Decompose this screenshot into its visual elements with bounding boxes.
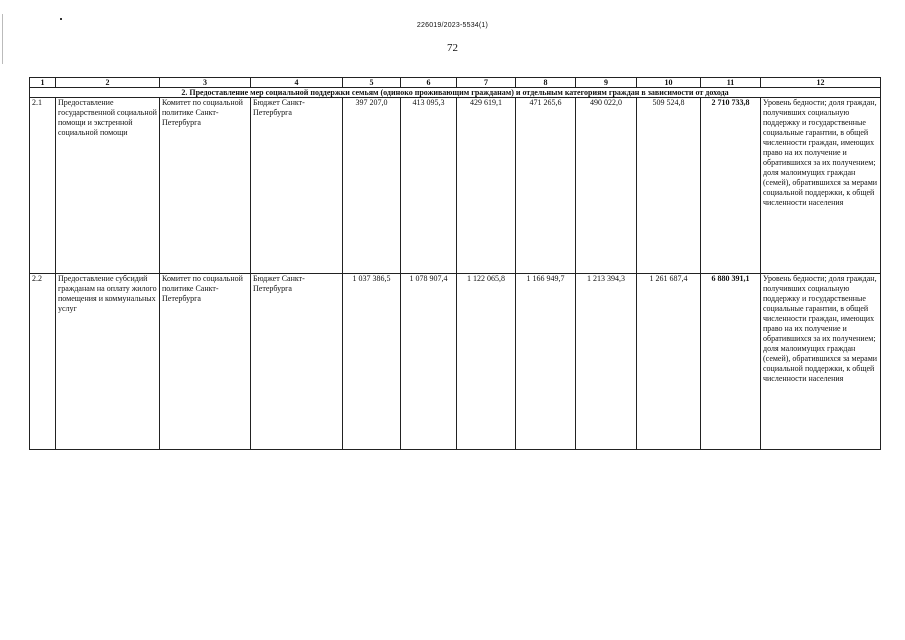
column-header: 11 bbox=[701, 78, 761, 88]
section-row bbox=[30, 88, 881, 98]
scan-speck bbox=[60, 18, 62, 20]
column-header: 10 bbox=[637, 78, 701, 88]
table-row bbox=[30, 98, 881, 274]
activity-name: Предоставление субсидий гражданам на оплату жилого помещения и коммунальных услуг bbox=[56, 274, 160, 450]
funding-source: Бюджет Санкт-Петербурга bbox=[251, 274, 343, 450]
column-header: 12 bbox=[761, 78, 881, 88]
indicator-text: Уровень бедности; доля граждан, получивших социальную поддержку и государственные социальные гарантии, в общей численности граждан, имеющих право на их получение и обратившихся за их получением; доля малоимущих граждан (семей), обратившихся за мерами социальной поддержки, к общей численности населения bbox=[761, 98, 881, 274]
row-number: 2.2 bbox=[30, 274, 56, 450]
column-header: 6 bbox=[401, 78, 457, 88]
page-number: 72 bbox=[447, 42, 458, 54]
value-total: 2 710 733,8 bbox=[701, 98, 761, 274]
column-header: 1 bbox=[30, 78, 56, 88]
column-header: 7 bbox=[457, 78, 516, 88]
value-col8: 1 166 949,7 bbox=[516, 274, 576, 450]
value-col9: 490 022,0 bbox=[576, 98, 637, 274]
indicator-text: Уровень бедности; доля граждан, получивших социальную поддержку и государственные социальные гарантии, в общей численности граждан, имеющих право на их получение и обратившихся за их получением; доля малоимущих граждан (семей), обратившихся за мерами социальной поддержки, к общей численности населения bbox=[761, 274, 881, 450]
activity-name: Предоставление государственной социальной помощи и экстренной социальной помощи bbox=[56, 98, 160, 274]
program-table bbox=[29, 77, 881, 450]
value-col7: 1 122 065,8 bbox=[457, 274, 516, 450]
table-row bbox=[30, 274, 881, 450]
value-col6: 1 078 907,4 bbox=[401, 274, 457, 450]
value-col8: 471 265,6 bbox=[516, 98, 576, 274]
section-title: 2. Предоставление мер социальной поддержки семьям (одиноко проживающим гражданам) и отдельным категориям граждан в зависимости от дохода bbox=[30, 88, 881, 98]
row-number: 2.1 bbox=[30, 98, 56, 274]
executor: Комитет по социальной политике Санкт-Петербурга bbox=[160, 98, 251, 274]
value-col10: 509 524,8 bbox=[637, 98, 701, 274]
funding-source: Бюджет Санкт-Петербурга bbox=[251, 98, 343, 274]
value-col5: 397 207,0 bbox=[343, 98, 401, 274]
value-col5: 1 037 386,5 bbox=[343, 274, 401, 450]
column-header: 5 bbox=[343, 78, 401, 88]
value-col6: 413 095,3 bbox=[401, 98, 457, 274]
value-col9: 1 213 394,3 bbox=[576, 274, 637, 450]
column-number-row bbox=[30, 78, 881, 88]
column-header: 2 bbox=[56, 78, 160, 88]
column-header: 8 bbox=[516, 78, 576, 88]
value-col7: 429 619,1 bbox=[457, 98, 516, 274]
document-id: 226019/2023-5534(1) bbox=[416, 22, 489, 29]
value-col10: 1 261 687,4 bbox=[637, 274, 701, 450]
column-header: 4 bbox=[251, 78, 343, 88]
value-total: 6 880 391,1 bbox=[701, 274, 761, 450]
column-header: 3 bbox=[160, 78, 251, 88]
executor: Комитет по социальной политике Санкт-Петербурга bbox=[160, 274, 251, 450]
column-header: 9 bbox=[576, 78, 637, 88]
